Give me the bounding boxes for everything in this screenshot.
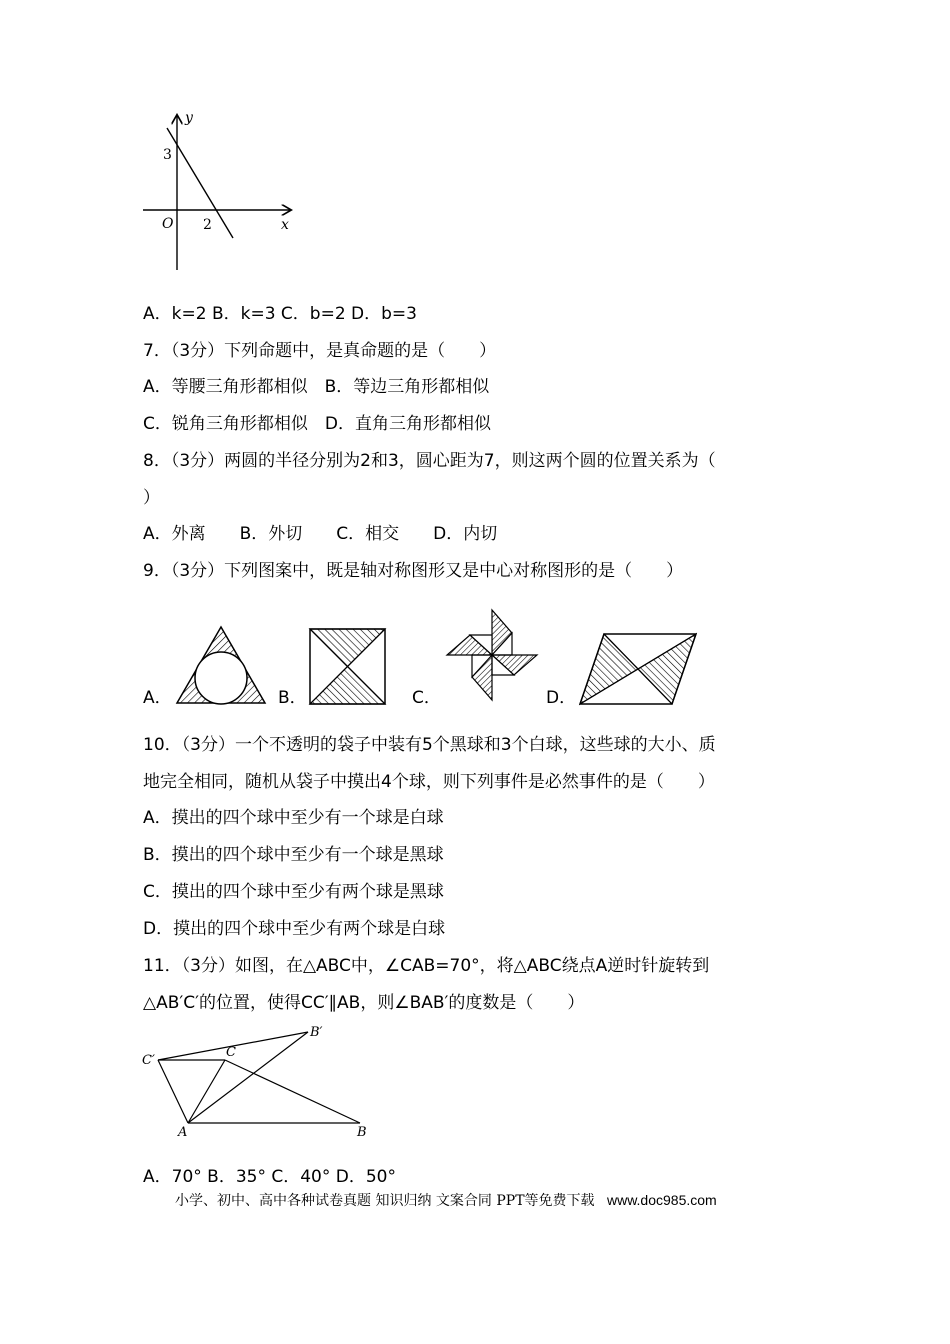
q9-figure-c-pinwheel [442,605,542,705]
q9-label-d: D． [546,688,577,708]
q10-option-b: B．摸出的四个球中至少有一个球是黑球 [143,845,444,865]
line-graph-figure [135,108,300,278]
q10-stem-line1: 10．（3分）一个不透明的袋子中装有5个黑球和3个白球，这些球的大小、质 [143,735,716,755]
q11-rotation-figure [138,1020,378,1145]
q8-options: A．外离 B．外切 C．相交 D．内切 [143,524,498,544]
q9-figure-a-triangle-circle [174,624,269,706]
page-footer [175,1190,717,1210]
q10-option-c: C．摸出的四个球中至少有两个球是黑球 [143,882,444,902]
q7-stem: 7．（3分）下列命题中，是真命题的是（ ） [143,341,497,361]
origin-label: O [162,216,174,232]
q10-option-d: D．摸出的四个球中至少有两个球是白球 [143,919,446,939]
q9-label-c: C． [412,688,441,708]
y-intercept-label: 3 [163,147,172,163]
x-axis-label: x [281,217,289,233]
y-axis-label: y [185,110,193,126]
q9-label-a: A． [143,688,172,708]
q11-label-b-prime: B′ [310,1025,323,1040]
q11-label-b: B [357,1125,367,1140]
q8-stem-line1: 8．（3分）两圆的半径分别为2和3，圆心距为7，则这两个圆的位置关系为（ [143,451,716,471]
q10-option-a: A．摸出的四个球中至少有一个球是白球 [143,808,444,828]
q6-options: A．k=2 B．k=3 C．b=2 D．b=3 [143,304,417,324]
q11-stem-line1: 11．（3分）如图，在△ABC中，∠CAB=70°，将△ABC绕点A逆时针旋转到 [143,956,710,976]
q7-options-line2: C．锐角三角形都相似 D．直角三角形都相似 [143,414,491,434]
q10-stem-line2: 地完全相同，随机从袋子中摸出4个球，则下列事件是必然事件的是（ ） [143,772,715,792]
q7-options-line1: A．等腰三角形都相似 B．等边三角形都相似 [143,377,490,397]
footer-url[interactable]: www.doc985.com [606,1192,717,1208]
q11-options: A．70° B．35° C．40° D．50° [143,1167,396,1187]
x-intercept-label: 2 [203,217,212,233]
q9-figure-d-parallelogram [576,632,700,706]
footer-text: 小学、初中、高中各种试卷真题 知识归纳 文案合同 PPT等免费下载 [175,1193,595,1209]
q9-figure-b-square [308,627,388,707]
q9-label-b: B． [278,688,307,708]
q8-stem-line2: ） [143,488,160,508]
q11-stem-line2: △AB′C′的位置，使得CC′∥AB，则∠BAB′的度数是（ ） [143,993,585,1013]
q11-label-c-prime: C′ [142,1053,155,1068]
q11-label-c: C [226,1045,236,1060]
q9-stem: 9．（3分）下列图案中，既是轴对称图形又是中心对称图形的是（ ） [143,561,684,581]
q11-label-a: A [178,1125,188,1140]
